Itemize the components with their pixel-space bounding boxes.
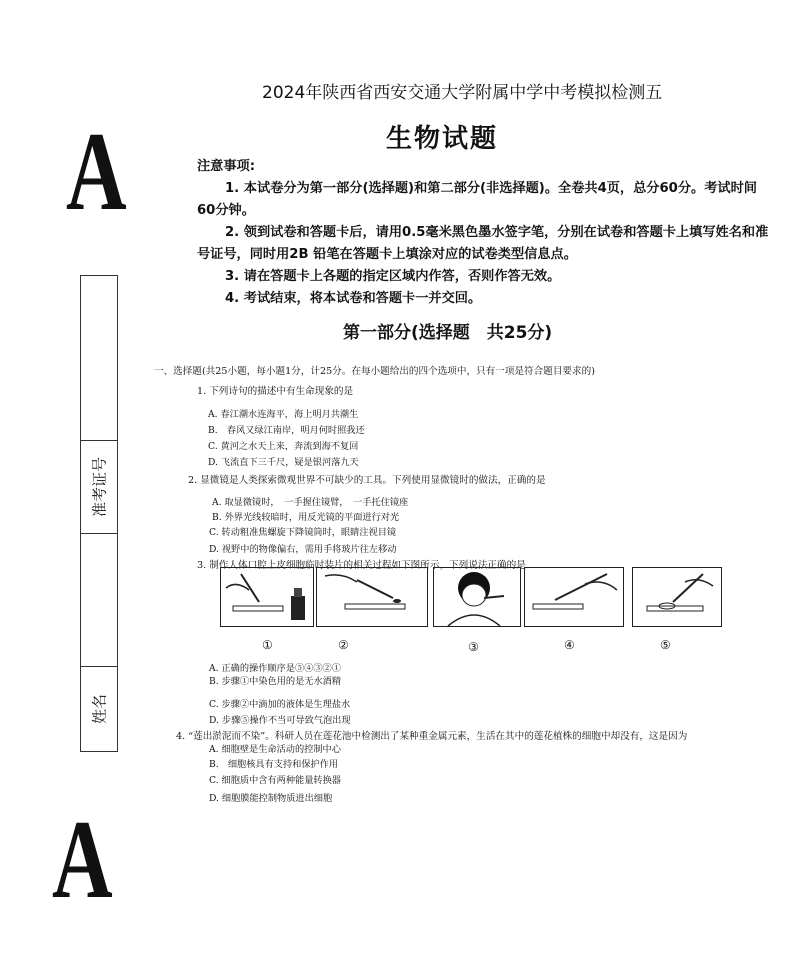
note-item-1: 1. 本试卷分为第一部分(选择题)和第二部分(非选择题)。全卷共4页，总分60分。考试时间60分钟。 [197,181,757,218]
figure-panel-2 [316,567,428,627]
part-title: 第一部分(选择题 共25分) [343,323,553,343]
blank-cell [81,276,117,441]
section-intro: 一、选择题(共25小题，每小题1分，计25分。在每小题给出的四个选项中，只有一项是符合题目要求的) [154,366,595,377]
question-3-stem: 3. 制作人体口腔上皮细胞临时装片的相关过程如下图所示，下列说法正确的是 [197,560,526,571]
figure-label-4: ④ [564,638,575,652]
q1-option-d: D. 飞流直下三千尺，疑是银河落九天 [208,457,359,468]
q4-option-d: D. 细胞膜能控制物质进出细胞 [209,793,333,804]
question-1-stem: 1. 下列诗句的描述中有生命现象的是 [197,386,354,397]
exam-title: 2024年陕西省西安交通大学附属中学中考模拟检测五 [262,83,663,103]
figure-label-5: ⑤ [660,638,671,652]
name-label: 姓名 [90,693,109,725]
q3-option-a: A. 正确的操作顺序是⑤④③②① [209,663,341,674]
note-item-3: 3. 请在答题卡上各题的指定区域内作答，否则作答无效。 [225,269,561,284]
figure-panel-4 [524,567,624,627]
figure-label-1: ① [262,638,273,652]
q2-option-c: C. 转动粗准焦螺旋下降镜筒时，眼睛注视目镜 [209,527,397,538]
q4-option-b: B. 细胞核具有支持和保护作用 [209,759,339,770]
q1-option-b: B. 春风又绿江南岸，明月何时照我还 [208,425,365,436]
notes-heading: 注意事项: [197,159,256,174]
figure-label-3: ③ [468,640,479,654]
figure-panel-5 [632,567,722,627]
figure-panel-3 [433,567,521,627]
blank-cell [81,534,117,667]
cover-slip-illustration [633,568,721,626]
note-item-2: 2. 领到试卷和答题卡后，请用0.5毫米黑色墨水签字笔，分别在试卷和答题卡上填写姓名和准号证号，同时用2B 铅笔在答题卡上填涂对应的试卷类型信息点。 [197,225,769,262]
figure-label-2: ② [338,638,349,652]
saline-drop-illustration [317,568,427,626]
smear-cells-illustration [525,568,623,626]
q4-option-c: C. 细胞质中含有两种能量转换器 [209,775,341,786]
q1-option-c: C. 黄河之水天上来，奔流到海不复回 [208,441,359,452]
stain-drop-illustration [221,568,313,626]
paper-type-badge-top: A [66,110,127,234]
q2-option-a: A. 取显微镜时， 一手握住镜臂， 一手托住镜座 [212,497,409,508]
person-scraping-cheek-illustration [434,568,520,626]
question-4-stem: 4. “莲出淤泥而不染”。科研人员在莲花池中检测出了某种重金属元素，生活在其中的莲花植株的细胞中却没有，这是因为 [176,731,688,742]
q3-option-c: C. 步骤②中滴加的液体是生理盐水 [209,699,351,710]
note-item-4: 4. 考试结束，将本试卷和答题卡一并交回。 [225,291,482,306]
paper-type-badge-bottom: A [52,798,113,922]
q3-option-d: D. 步骤⑤操作不当可导致气泡出现 [209,715,351,726]
q2-option-b: B. 外界光线较暗时，用反光镜的平面进行对光 [212,512,400,523]
q4-option-a: A. 细胞壁是生命活动的控制中心 [209,744,341,755]
q1-option-a: A. 春江潮水连海平，海上明月共潮生 [208,409,359,420]
question-2-stem: 2. 显微镜是人类探索微观世界不可缺少的工具。下列使用显微镜时的做法，正确的是 [188,475,546,486]
name-label-cell [81,667,117,752]
exam-number-label-cell [81,441,117,534]
exam-number-label: 准考证号 [90,456,109,518]
candidate-info-box [80,275,118,752]
subject-title: 生物试题 [386,124,499,154]
figure-panel-1 [220,567,314,627]
exam-notes [197,156,772,310]
q3-option-b: B. 步骤①中染色用的是无水酒精 [209,676,342,687]
q2-option-d: D. 视野中的物像偏右，需用手将玻片往左移动 [209,544,397,555]
